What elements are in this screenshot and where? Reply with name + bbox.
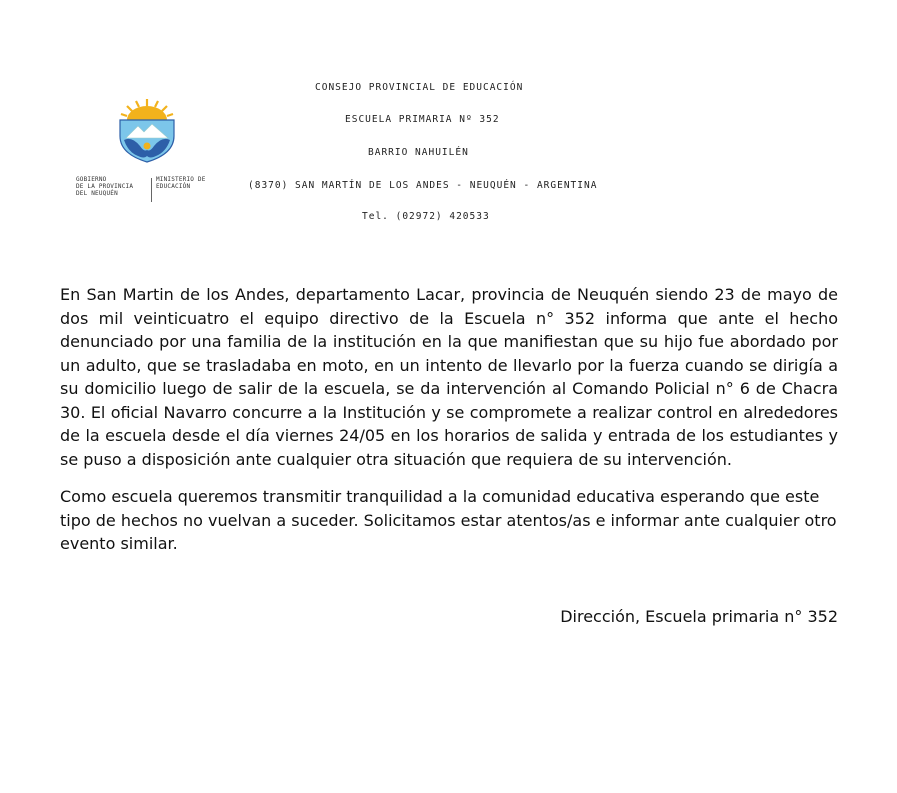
- school-address: (8370) SAN MARTÍN DE LOS ANDES - NEUQUÉN - ARGENTINA: [248, 180, 598, 191]
- school-name: ESCUELA PRIMARIA Nº 352: [345, 114, 500, 125]
- school-phone: Tel. (02972) 420533: [362, 211, 490, 222]
- government-label-line: DEL NEUQUÉN: [76, 190, 118, 197]
- neighborhood-name: BARRIO NAHUILÉN: [368, 147, 469, 158]
- sun-disc: [127, 106, 167, 120]
- government-label-line: GOBIERNO: [76, 176, 107, 183]
- body-paragraph-2: Como escuela queremos transmitir tranquilidad a la comunidad educativa esperando que este tipo de hechos no vuelvan a suceder. Solicitamos estar atentos/as e informar ante cualquier otro evento similar.: [60, 487, 837, 553]
- ministry-label: [156, 176, 224, 190]
- ministry-label-line: EDUCACIÓN: [156, 183, 191, 190]
- government-label: [76, 176, 150, 197]
- government-label-line: DE LA PROVINCIA: [76, 183, 134, 190]
- council-name: CONSEJO PROVINCIAL DE EDUCACIÓN: [315, 82, 524, 93]
- body-paragraph-1: En San Martin de los Andes, departamento Lacar, provincia de Neuquén siendo 23 de mayo de dos mil veinticuatro el equipo directivo de la Escuela n° 352 informa que ante el hecho denunciado por una familia de la institución en la que manifiestan que su hijo fue abordado por un adulto, que se trasladaba en moto, en un intento de llevarlo por la fuerza cuando se dirigía a su domicilio luego de salir de la escuela, se da intervención al Comando Policial n° 6 de Chacra 30. El oficial Navarro concurre a la Institución y se compromete a realizar control en alrededores de la escuela desde el día viernes 24/05 en los horarios de salida y entrada de los estudiantes y se puso a disposición ante cualquier otra situación que requiera de su intervención.: [60, 285, 838, 469]
- signature-line: Dirección, Escuela primaria n° 352: [560, 607, 838, 626]
- neuquen-crest-icon: [112, 96, 182, 166]
- ministry-label-line: MINISTERIO DE: [156, 176, 206, 183]
- heart-dot: [144, 143, 151, 150]
- letterhead-divider: [151, 178, 152, 202]
- letter-body: [60, 283, 838, 556]
